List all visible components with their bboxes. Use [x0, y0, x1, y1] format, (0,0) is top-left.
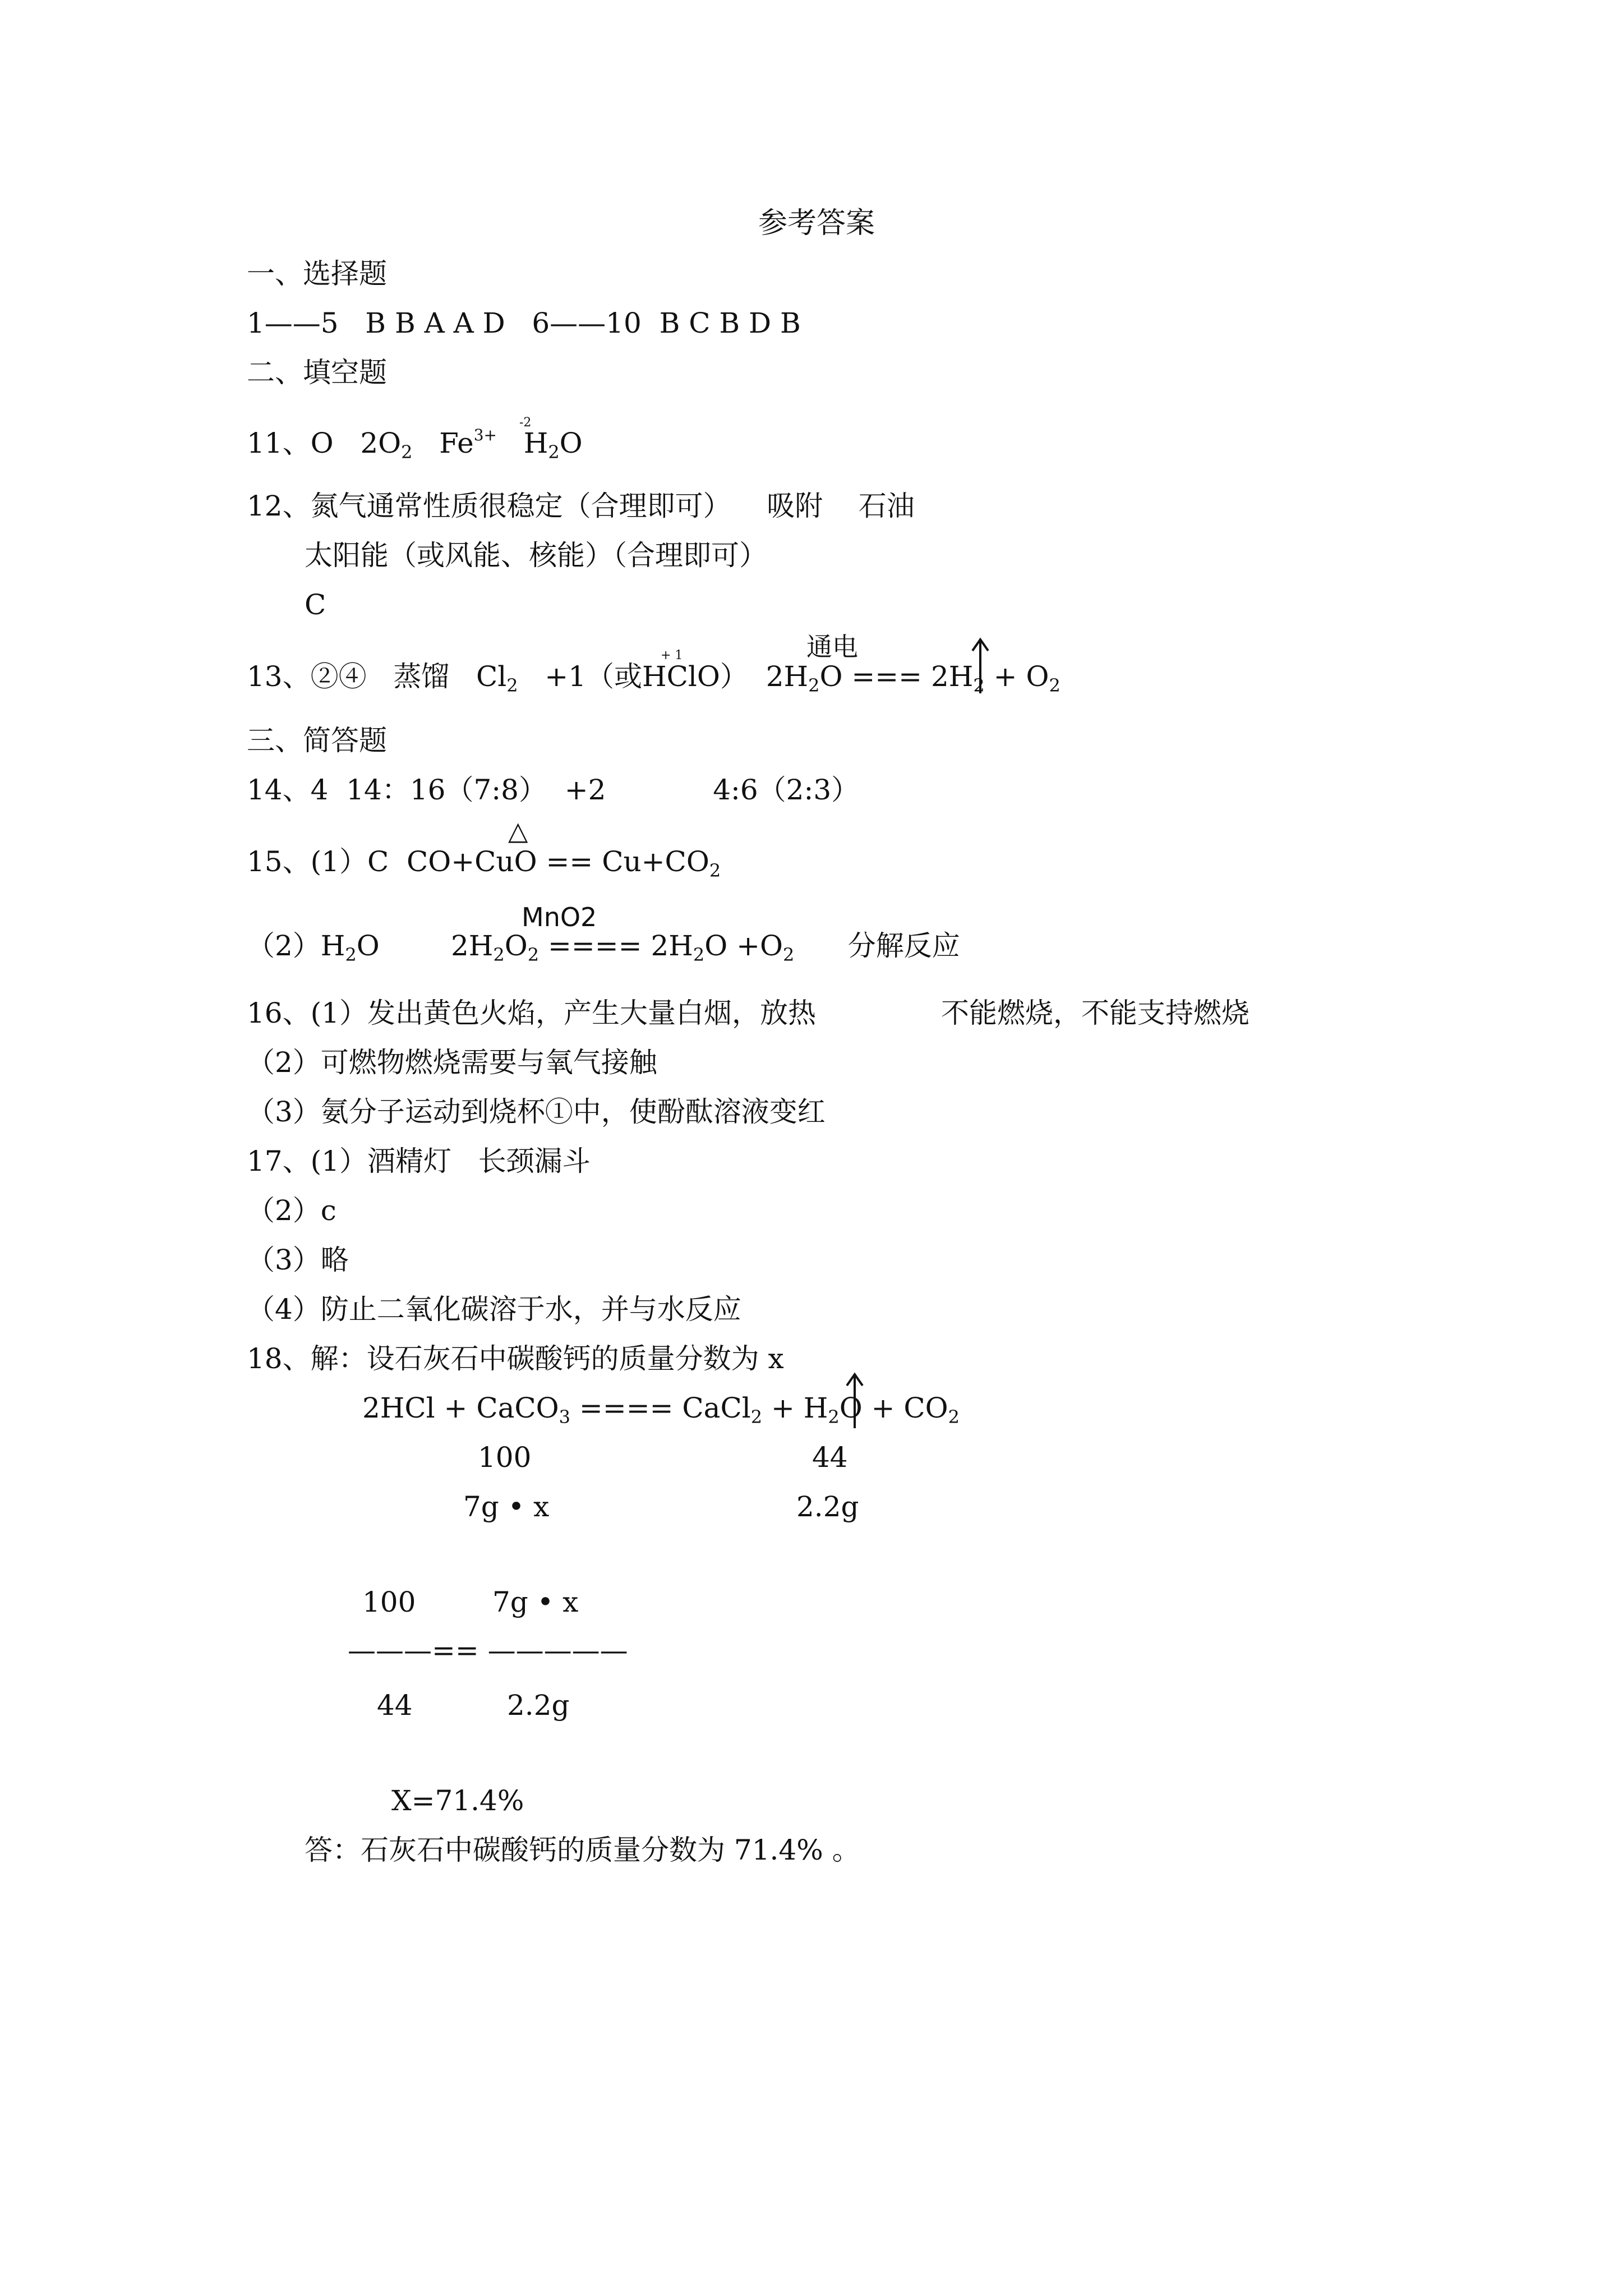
- q16-line2: （2）可燃物燃烧需要与氧气接触: [247, 1046, 657, 1079]
- q11-fe-ion: Fe: [439, 427, 474, 459]
- q13-gas-arrow-icon: [969, 637, 992, 696]
- q11-water: H: [523, 427, 548, 459]
- q18-molar-mass-caco3: 100: [478, 1441, 532, 1474]
- q11-2o2: 2O: [360, 427, 402, 459]
- q17-line2: （2）c: [247, 1194, 336, 1227]
- q14-line: 14、4 14：16（7:8） +2 4:6（2:3）: [247, 774, 860, 806]
- q18-mass-co2: 2.2g: [796, 1490, 859, 1523]
- q13-valence-mark: + 1: [661, 648, 683, 662]
- q11-line: 11、O $2O_2$ $Fe^{3+}$ $H_2O$: [247, 426, 583, 463]
- q16-line1: 16、(1）发出黄色火焰，产生大量白烟，放热: [247, 997, 816, 1029]
- q17-line3: （3）略: [247, 1244, 349, 1276]
- multiple-choice-answers: 1——5 B B A A D 6——10 B C B D B: [247, 307, 801, 339]
- q18-fraction-denominator-2: 2.2g: [507, 1689, 570, 1722]
- q18-result: X=71.4%: [391, 1784, 524, 1817]
- q12-line2: 太阳能（或风能、核能）（合理即可）: [305, 539, 767, 572]
- section1-heading: 一、选择题: [247, 257, 387, 290]
- q12-line1: 12、氮气通常性质很稳定（合理即可） 吸附 石油: [247, 490, 915, 522]
- q18-fraction-line: ———== —————: [348, 1634, 628, 1667]
- q15-heat-condition-icon: △: [508, 816, 528, 846]
- q15-line1: 15、(1）C $CO+CuO == Cu+CO_2$: [247, 845, 721, 881]
- q18-gas-arrow-icon: [843, 1372, 866, 1430]
- section3-heading: 三、简答题: [247, 724, 387, 757]
- q15-catalyst-condition: MnO2: [522, 902, 597, 932]
- q18-answer: 答：石灰石中碳酸钙的质量分数为 71.4% 。: [305, 1834, 860, 1866]
- q11-valence-mark: -2: [519, 416, 532, 430]
- page-title: 参考答案: [758, 206, 875, 240]
- section2-heading: 二、填空题: [247, 356, 387, 389]
- q16-line1-right: 不能燃烧，不能支持燃烧: [941, 997, 1249, 1029]
- q16-line3: （3）氨分子运动到烧杯①中，使酚酞溶液变红: [247, 1096, 826, 1128]
- q18-fraction-numerator-2: 7g • x: [492, 1586, 579, 1618]
- q12-line3: C: [305, 588, 326, 621]
- q18-fraction-denominator-1: 44: [377, 1689, 413, 1722]
- q17-line4: （4）防止二氧化碳溶于水，并与水反应: [247, 1293, 741, 1326]
- q15-line2: $(2)H_2O$ $2H_2O_2$ ==== $2H_2O +O_2$ 分解反应: [247, 930, 960, 965]
- q17-line1: 17、(1）酒精灯 长颈漏斗: [247, 1145, 591, 1177]
- q13-line: 13、②④ 蒸馏 $Cl_2$ +1（或HClO） $2H_2O$ === $2H_2 + O_2$: [247, 660, 1061, 696]
- q18-fraction-numerator-1: 100: [362, 1586, 416, 1618]
- q11-number: 11、O: [247, 427, 334, 459]
- q18-mass-caco3: 7g • x: [463, 1490, 550, 1523]
- q18-equation: 2HCl + CaCO$_3$ ==== CaCl$_2$ + $H_2O + CO_2$: [362, 1392, 960, 1428]
- q13-condition-electrolysis: 通电: [806, 632, 858, 662]
- q18-line1: 18、解：设石灰石中碳酸钙的质量分数为 x: [247, 1342, 784, 1375]
- q18-molar-mass-co2: 44: [812, 1441, 848, 1474]
